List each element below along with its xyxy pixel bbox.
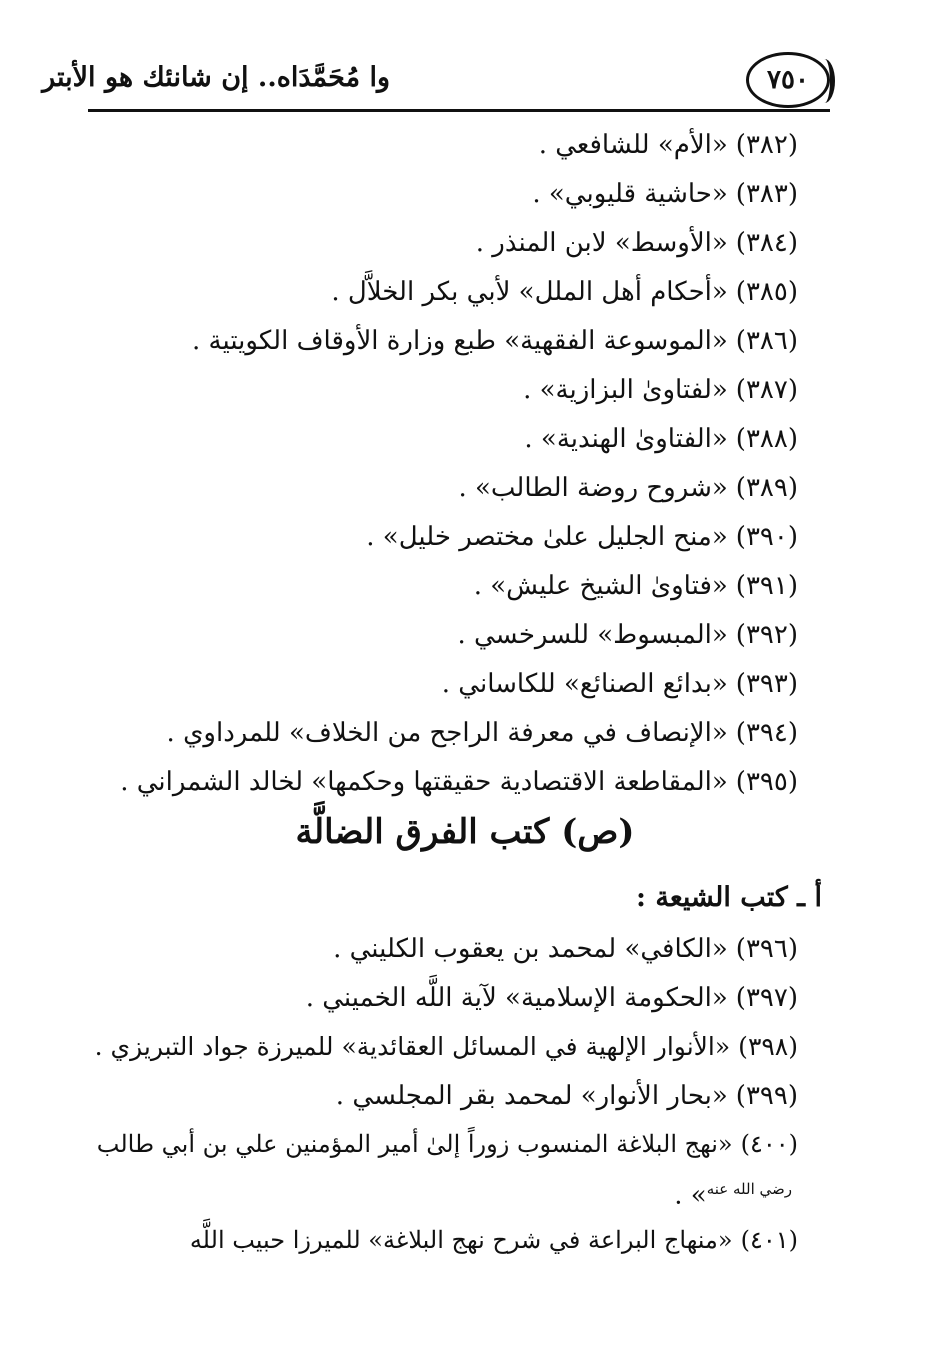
- entry-400-continuation: $^{رضي الله عنه}$» .: [674, 1180, 792, 1211]
- entry-382: (٣٨٢)«الأم» للشافعي .: [538, 130, 798, 160]
- running-title: وا مُحَمَّدَاه.. إن شانئك هو الأبتر: [42, 62, 390, 93]
- honorific-glyph: رضي الله عنه: [706, 1180, 792, 1198]
- entry-385: (٣٨٥)«أحكام أهل الملل» لأبي بكر الخلاَّل .: [331, 277, 798, 307]
- section-heading: (ص) كتب الفرق الضالَّة: [295, 812, 635, 852]
- entry-394: (٣٩٤)«الإنصاف في معرفة الراجح من الخلاف» للمرداوي .: [166, 718, 798, 748]
- page-number-badge: [746, 52, 830, 108]
- entry-392: (٣٩٢)«المبسوط» للسرخسي .: [457, 620, 798, 650]
- entry-398: (٣٩٨)«الأنوار الإلهية في المسائل العقائدية» للميرزة جواد التبريزي .: [94, 1032, 798, 1061]
- entry-386: (٣٨٦)«الموسوعة الفقهية» طبع وزارة الأوقاف الكويتية .: [192, 326, 798, 356]
- entry-393: (٣٩٣)«بدائع الصنائع» للكاساني .: [441, 669, 798, 699]
- entry-384: (٣٨٤)«الأوسط» لابن المنذر .: [475, 228, 798, 258]
- entry-391: (٣٩١)«فتاوىٰ الشيخ عليش» .: [473, 571, 798, 601]
- entry-383: (٣٨٣)«حاشية قليوبي» .: [532, 179, 798, 209]
- entry-396: (٣٩٦)«الكافي» لمحمد بن يعقوب الكليني .: [333, 934, 798, 964]
- entry-390: (٣٩٠)«منح الجليل علىٰ مختصر خليل» .: [366, 522, 798, 552]
- header-rule: [88, 109, 830, 112]
- page-header: [42, 50, 830, 116]
- entry-401: (٤٠١)«منهاج البراعة في شرح نهج البلاغة» للميرزا حبيب اللَّه: [189, 1226, 798, 1254]
- entry-387: (٣٨٧)«لفتاوىٰ البزازية» .: [523, 375, 798, 405]
- entry-400: (٤٠٠)«نهج البلاغة المنسوب زوراً إلىٰ أمير المؤمنين علي بن أبي طالب: [96, 1130, 798, 1158]
- entry-395: (٣٩٥)«المقاطعة الاقتصادية حقيقتها وحكمها» لخالد الشمراني .: [120, 767, 798, 797]
- page-number: ٧٥٠: [767, 65, 809, 95]
- sub-heading: أ ـ كتب الشيعة :: [636, 882, 822, 913]
- entry-388: (٣٨٨)«الفتاوىٰ الهندية» .: [524, 424, 798, 454]
- entry-397: (٣٩٧)«الحكومة الإسلامية» لآية اللَّه الخميني .: [305, 983, 798, 1013]
- entry-399: (٣٩٩)«بحار الأنوار» لمحمد بقر المجلسي .: [335, 1081, 798, 1111]
- entry-389: (٣٨٩)«شروح روضة الطالب» .: [458, 473, 798, 503]
